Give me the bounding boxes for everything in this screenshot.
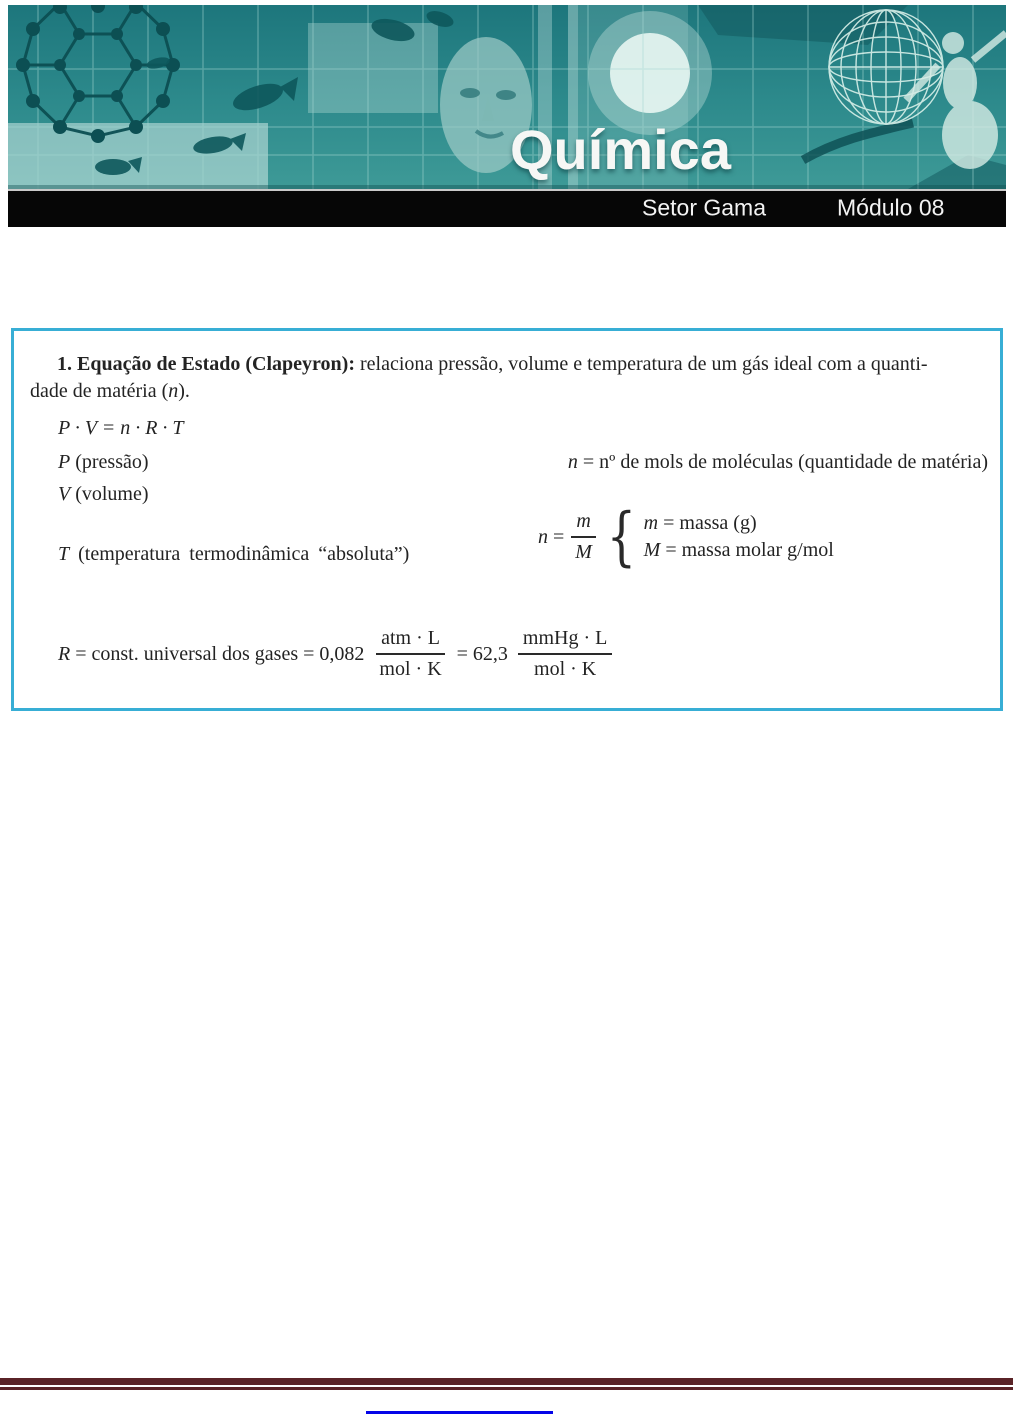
brace-glyph: { [606, 500, 636, 574]
symbol-p: P [58, 451, 71, 473]
content-box [11, 328, 1003, 711]
definition-mols-text: = nº de mols de moléculas (quantidade de matéria) [582, 451, 988, 473]
fraction-mmHg-L-den: mol · K [534, 658, 597, 680]
intro-text-line2-end: ). [178, 380, 190, 402]
header-banner [8, 5, 1006, 189]
gas-constant-formula [58, 627, 612, 681]
fraction-mmHg-L-num: mmHg · L [518, 627, 612, 655]
case-molar-mass-text: = massa molar g/mol [665, 539, 834, 561]
footer-rule-thick [0, 1378, 1013, 1385]
formula-lhs [538, 526, 564, 549]
intro-heading: 1. Equação de Estado (Clapeyron): [57, 353, 355, 375]
numerator-m: m [576, 510, 591, 532]
case-molar-mass [644, 539, 834, 562]
fraction-m-over-M [570, 510, 597, 564]
symbol-n-formula: n [538, 525, 548, 548]
subject-title: Química [510, 118, 731, 181]
fraction-atm-L-num: atm · L [376, 627, 445, 655]
equals-sign: = [553, 525, 565, 548]
footer-rule-thin [0, 1387, 1013, 1390]
intro-paragraph [30, 351, 928, 405]
symbol-M: M [643, 539, 661, 561]
formula-cases [644, 512, 834, 562]
definition-pressure-text: (pressão) [75, 451, 149, 473]
intro-text-line2: dade de matéria ( [30, 380, 169, 402]
definition-volume-text: (volume) [75, 483, 149, 505]
definition-temperature-text: (temperatura termodinâmica “absoluta”) [78, 543, 410, 565]
state-equation: P · V = n · R · T [58, 417, 184, 439]
symbol-m: m [643, 512, 659, 534]
mol-number-formula [538, 500, 834, 574]
case-mass [644, 512, 834, 535]
header-info-bar [8, 189, 1006, 227]
gas-constant-mid: = 62,3 [456, 642, 508, 665]
intro-var-n: n [168, 380, 179, 402]
gas-constant-lead [58, 643, 364, 666]
header-collage-image [8, 5, 1006, 189]
fraction-atm-L [374, 627, 446, 681]
gas-constant-lead-text: = const. universal dos gases = 0,082 [75, 642, 365, 665]
definition-temperature [58, 543, 409, 566]
fraction-atm-L-den: mol · K [379, 658, 442, 680]
symbol-t: T [58, 543, 70, 565]
module-label: Módulo 08 [837, 194, 945, 221]
symbol-r: R [58, 642, 71, 665]
sector-label: Setor Gama [642, 194, 766, 221]
definition-pressure [58, 451, 149, 474]
case-mass-text: = massa (g) [663, 512, 757, 534]
intro-text-line1: relaciona pressão, volume e temperatura de um gás ideal com a quanti- [355, 353, 928, 375]
symbol-v: V [58, 483, 71, 505]
fraction-mmHg-L [518, 627, 612, 681]
definition-mols [568, 451, 988, 474]
definition-volume [58, 483, 149, 506]
denominator-M: M [575, 541, 592, 563]
symbol-n: n [567, 451, 578, 473]
